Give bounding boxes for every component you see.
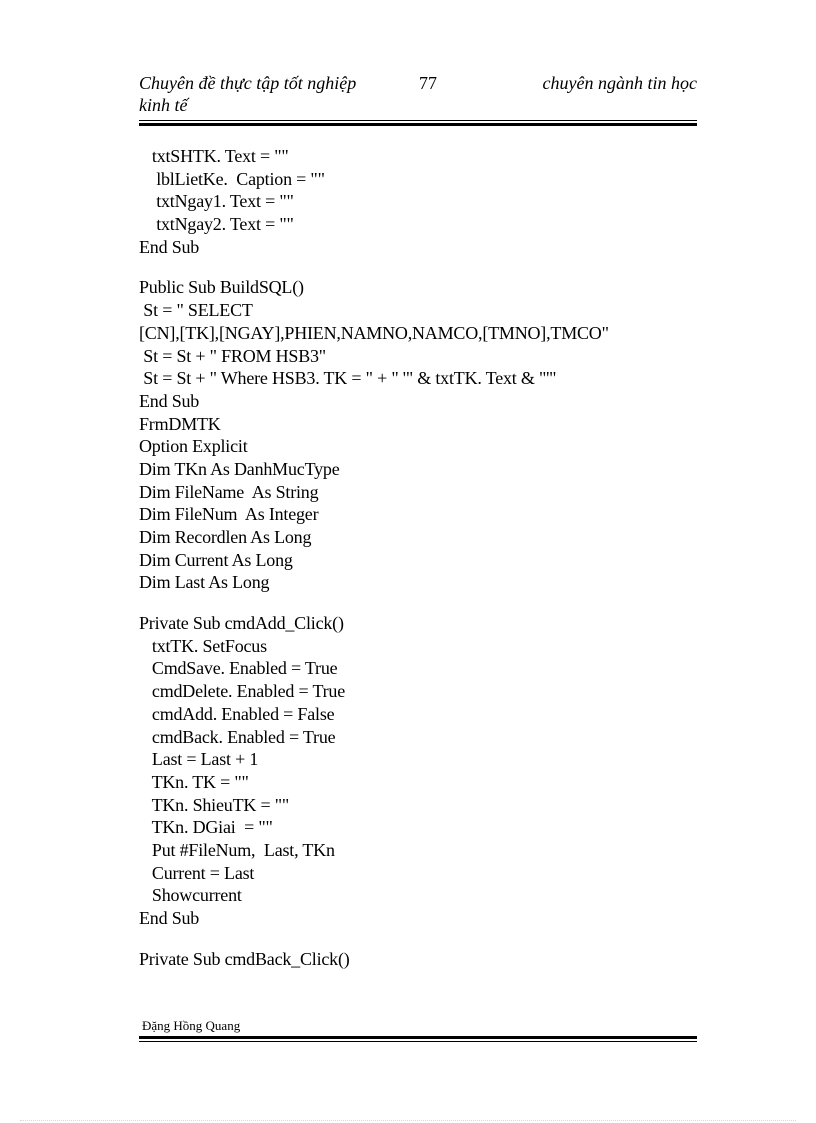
code-line: Dim Last As Long — [139, 572, 270, 593]
block-gap — [139, 258, 699, 276]
code-line: End Sub — [139, 236, 200, 257]
code-line: cmdDelete. Enabled = True — [139, 681, 346, 702]
block-gap — [139, 930, 699, 948]
code-line: St = St + " FROM HSB3" — [139, 345, 326, 366]
code-line: lblLietKe. Caption = "" — [139, 168, 325, 189]
code-line: txtTK. SetFocus — [139, 635, 267, 656]
header-rule-thin — [139, 120, 697, 121]
page-number: 77 — [419, 73, 437, 93]
code-line: Dim TKn As DanhMucType — [139, 458, 340, 479]
code-line: Option Explicit — [139, 436, 248, 457]
code-line: Dim Recordlen As Long — [139, 527, 312, 547]
header-left — [139, 72, 389, 116]
footer-rule-thin — [139, 1041, 697, 1042]
code-line: St = St + " Where HSB3. TK = " + " '" & txtTK. Text & "'" — [139, 368, 557, 389]
page-edge-dots — [20, 1120, 796, 1121]
header-right: chuyên ngành tin học — [542, 73, 697, 93]
code-line: Last = Last + 1 — [139, 749, 259, 770]
code-line: Showcurrent — [139, 885, 242, 906]
code-listing — [139, 145, 699, 970]
code-line: CmdSave. Enabled = True — [139, 658, 338, 679]
header-title-line2: kinh tế — [139, 95, 188, 115]
code-line: [CN],[TK],[NGAY],PHIEN,NAMNO,NAMCO,[TMNO],TMCO" — [139, 322, 609, 343]
code-line: Public Sub BuildSQL() — [139, 277, 304, 298]
code-line: Dim FileName As String — [139, 481, 319, 502]
code-line: FrmDMTK — [139, 413, 221, 434]
code-line: Put #FileNum, Last, TKn — [139, 839, 335, 860]
code-line: txtNgay2. Text = "" — [139, 214, 294, 235]
code-line: TKn. DGiai = "" — [139, 817, 273, 838]
header-rule-thick — [139, 123, 697, 126]
code-line: cmdAdd. Enabled = False — [139, 703, 335, 724]
header-title-line1: Chuyên đề thực tập tốt nghiệp — [139, 73, 357, 93]
code-block — [139, 145, 699, 258]
code-line: St = " SELECT — [139, 300, 253, 321]
block-gap — [139, 594, 699, 612]
code-block — [139, 612, 699, 930]
code-block — [139, 948, 699, 971]
code-line: txtSHTK. Text = "" — [139, 146, 289, 166]
code-line: TKn. ShieuTK = "" — [139, 794, 290, 815]
code-block — [139, 276, 699, 594]
code-line: Dim FileNum As Integer — [139, 504, 319, 525]
code-line: TKn. TK = "" — [139, 771, 249, 792]
code-line: cmdBack. Enabled = True — [139, 726, 336, 747]
code-line: End Sub — [139, 390, 200, 411]
footer-rule-thick — [139, 1036, 697, 1039]
code-line: End Sub — [139, 908, 200, 928]
code-line: Dim Current As Long — [139, 549, 293, 570]
code-line: txtNgay1. Text = "" — [139, 191, 294, 212]
code-line: Private Sub cmdBack_Click() — [139, 948, 350, 969]
footer-author: Đặng Hồng Quang — [142, 1018, 241, 1033]
code-line: Private Sub cmdAdd_Click() — [139, 613, 344, 634]
code-line: Current = Last — [139, 862, 255, 883]
